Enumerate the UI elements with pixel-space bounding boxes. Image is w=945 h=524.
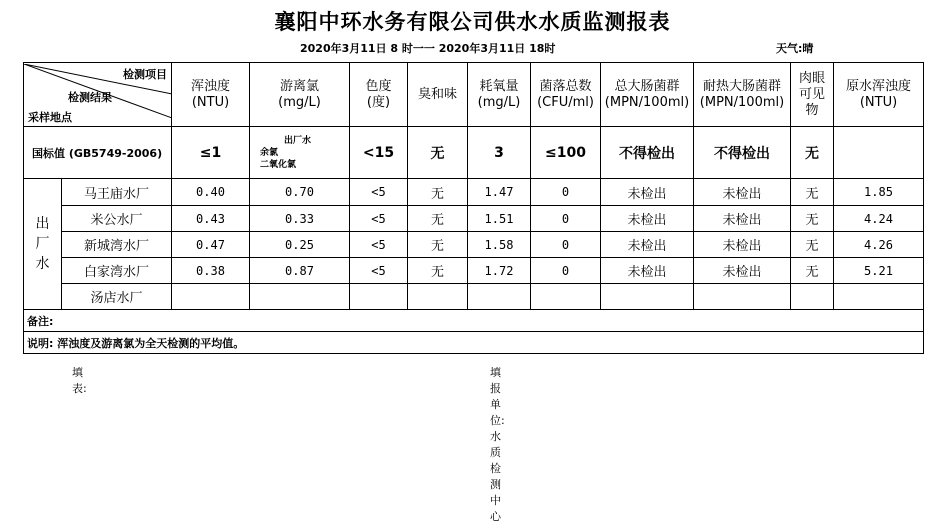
turbidity-value: 0.47 (172, 232, 250, 258)
thermotolerant-coliform-value: 未检出 (694, 232, 791, 258)
standard-colony-count: ≤100 (531, 127, 601, 179)
plant-name: 汤店水厂 (62, 284, 172, 310)
visible-matter-value: 无 (791, 206, 834, 232)
plant-name: 白家湾水厂 (62, 258, 172, 284)
remarks-row (24, 310, 924, 332)
raw-turbidity-value: 4.26 (834, 232, 924, 258)
standard-raw-turbidity (834, 127, 924, 179)
raw-turbidity-value: 1.85 (834, 179, 924, 206)
thermotolerant-coliform-value: 未检出 (694, 206, 791, 232)
col-header-free-chlorine: 游离氯 (mg/L) (250, 63, 350, 127)
thermotolerant-coliform-value: 未检出 (694, 258, 791, 284)
odor-value: 无 (408, 232, 468, 258)
col-header-visible-matter: 肉眼 可见 物 (791, 63, 834, 127)
total-coliform-value (601, 284, 694, 310)
raw-turbidity-value (834, 284, 924, 310)
odor-value: 无 (408, 258, 468, 284)
header-row (24, 63, 924, 127)
chlorine-title: 出厂水 (284, 135, 312, 146)
chlorine-value: 0.25 (250, 232, 350, 258)
standard-oxygen-consumption: 3 (468, 127, 531, 179)
color-value: <5 (350, 258, 408, 284)
diag-location-label: 采样地点 (28, 110, 72, 124)
standard-odor: 无 (408, 127, 468, 179)
colony-count-value: 0 (531, 232, 601, 258)
col-header-raw-turbidity: 原水浑浊度 (NTU) (834, 63, 924, 127)
col-header-total-coliform: 总大肠菌群 (MPN/100ml) (601, 63, 694, 127)
odor-value: 无 (408, 179, 468, 206)
total-coliform-value: 未检出 (601, 179, 694, 206)
table-row (24, 206, 924, 232)
oxygen-consumption-value: 1.58 (468, 232, 531, 258)
standard-turbidity: ≤1 (172, 127, 250, 179)
col-header-color: 色度 (度) (350, 63, 408, 127)
plant-name: 马王庙水厂 (62, 179, 172, 206)
turbidity-value: 0.40 (172, 179, 250, 206)
color-value (350, 284, 408, 310)
color-value: <5 (350, 232, 408, 258)
diag-result-label: 检测结果 (68, 90, 112, 104)
remarks-label: 备注: (24, 310, 924, 332)
table-row (24, 284, 924, 310)
col-header-thermotolerant-coliform: 耐热大肠菌群 (MPN/100ml) (694, 63, 791, 127)
filled-by-label: 填表: (72, 366, 87, 395)
odor-value: 无 (408, 206, 468, 232)
thermotolerant-coliform-value (694, 284, 791, 310)
standard-row (24, 127, 924, 179)
colony-count-value: 0 (531, 206, 601, 232)
diag-item-label: 检测项目 (123, 67, 167, 81)
colony-count-value: 0 (531, 258, 601, 284)
oxygen-consumption-value: 1.51 (468, 206, 531, 232)
color-value: <5 (350, 206, 408, 232)
table-row (24, 179, 924, 206)
chlorine-residual-label: 余氯 (260, 147, 279, 158)
raw-turbidity-value: 5.21 (834, 258, 924, 284)
visible-matter-value: 无 (791, 179, 834, 206)
visible-matter-value: 无 (791, 258, 834, 284)
standard-visible-matter: 无 (791, 127, 834, 179)
odor-value (408, 284, 468, 310)
total-coliform-value: 未检出 (601, 206, 694, 232)
table-row (24, 232, 924, 258)
turbidity-value (172, 284, 250, 310)
table-row (24, 258, 924, 284)
colony-count-value: 0 (531, 179, 601, 206)
visible-matter-value: 无 (791, 232, 834, 258)
col-header-turbidity: 浑浊度 (NTU) (172, 63, 250, 127)
weather: 天气:晴 (776, 42, 814, 55)
water-quality-table (23, 62, 924, 354)
plant-name: 米公水厂 (62, 206, 172, 232)
report-title: 襄阳中环水务有限公司供水水质监测报表 (274, 10, 671, 34)
diagonal-header (24, 63, 172, 127)
colony-count-value (531, 284, 601, 310)
color-value: <5 (350, 179, 408, 206)
visible-matter-value (791, 284, 834, 310)
oxygen-consumption-value (468, 284, 531, 310)
chlorine-value (250, 284, 350, 310)
plant-name: 新城湾水厂 (62, 232, 172, 258)
oxygen-consumption-value: 1.47 (468, 179, 531, 206)
total-coliform-value: 未检出 (601, 258, 694, 284)
chlorine-value: 0.33 (250, 206, 350, 232)
chlorine-value: 0.70 (250, 179, 350, 206)
standard-thermotolerant-coliform: 不得检出 (694, 127, 791, 179)
turbidity-value: 0.38 (172, 258, 250, 284)
col-header-colony-count: 菌落总数 (CFU/ml) (531, 63, 601, 127)
chlorine-value: 0.87 (250, 258, 350, 284)
chlorine-dioxide-label: 二氧化氯 (260, 159, 297, 170)
note-text: 说明: 浑浊度及游离氯为全天检测的平均值。 (24, 332, 924, 354)
date-range: 2020年3月11日 8 时一一 2020年3月11日 18时 (300, 42, 556, 55)
raw-turbidity-value: 4.24 (834, 206, 924, 232)
reporting-unit: 填报单位: 水质检测中心 (490, 366, 505, 523)
turbidity-value: 0.43 (172, 206, 250, 232)
standard-chlorine (250, 127, 350, 179)
thermotolerant-coliform-value: 未检出 (694, 179, 791, 206)
standard-color: <15 (350, 127, 408, 179)
report-subheader (0, 40, 945, 58)
outlet-water-label: 出 厂 水 (24, 179, 62, 310)
standard-total-coliform: 不得检出 (601, 127, 694, 179)
total-coliform-value: 未检出 (601, 232, 694, 258)
col-header-oxygen-consumption: 耗氧量 (mg/L) (468, 63, 531, 127)
col-header-odor: 臭和味 (408, 63, 468, 127)
note-row (24, 332, 924, 354)
oxygen-consumption-value: 1.72 (468, 258, 531, 284)
standard-label: 国标值 (GB5749-2006) (24, 127, 172, 179)
